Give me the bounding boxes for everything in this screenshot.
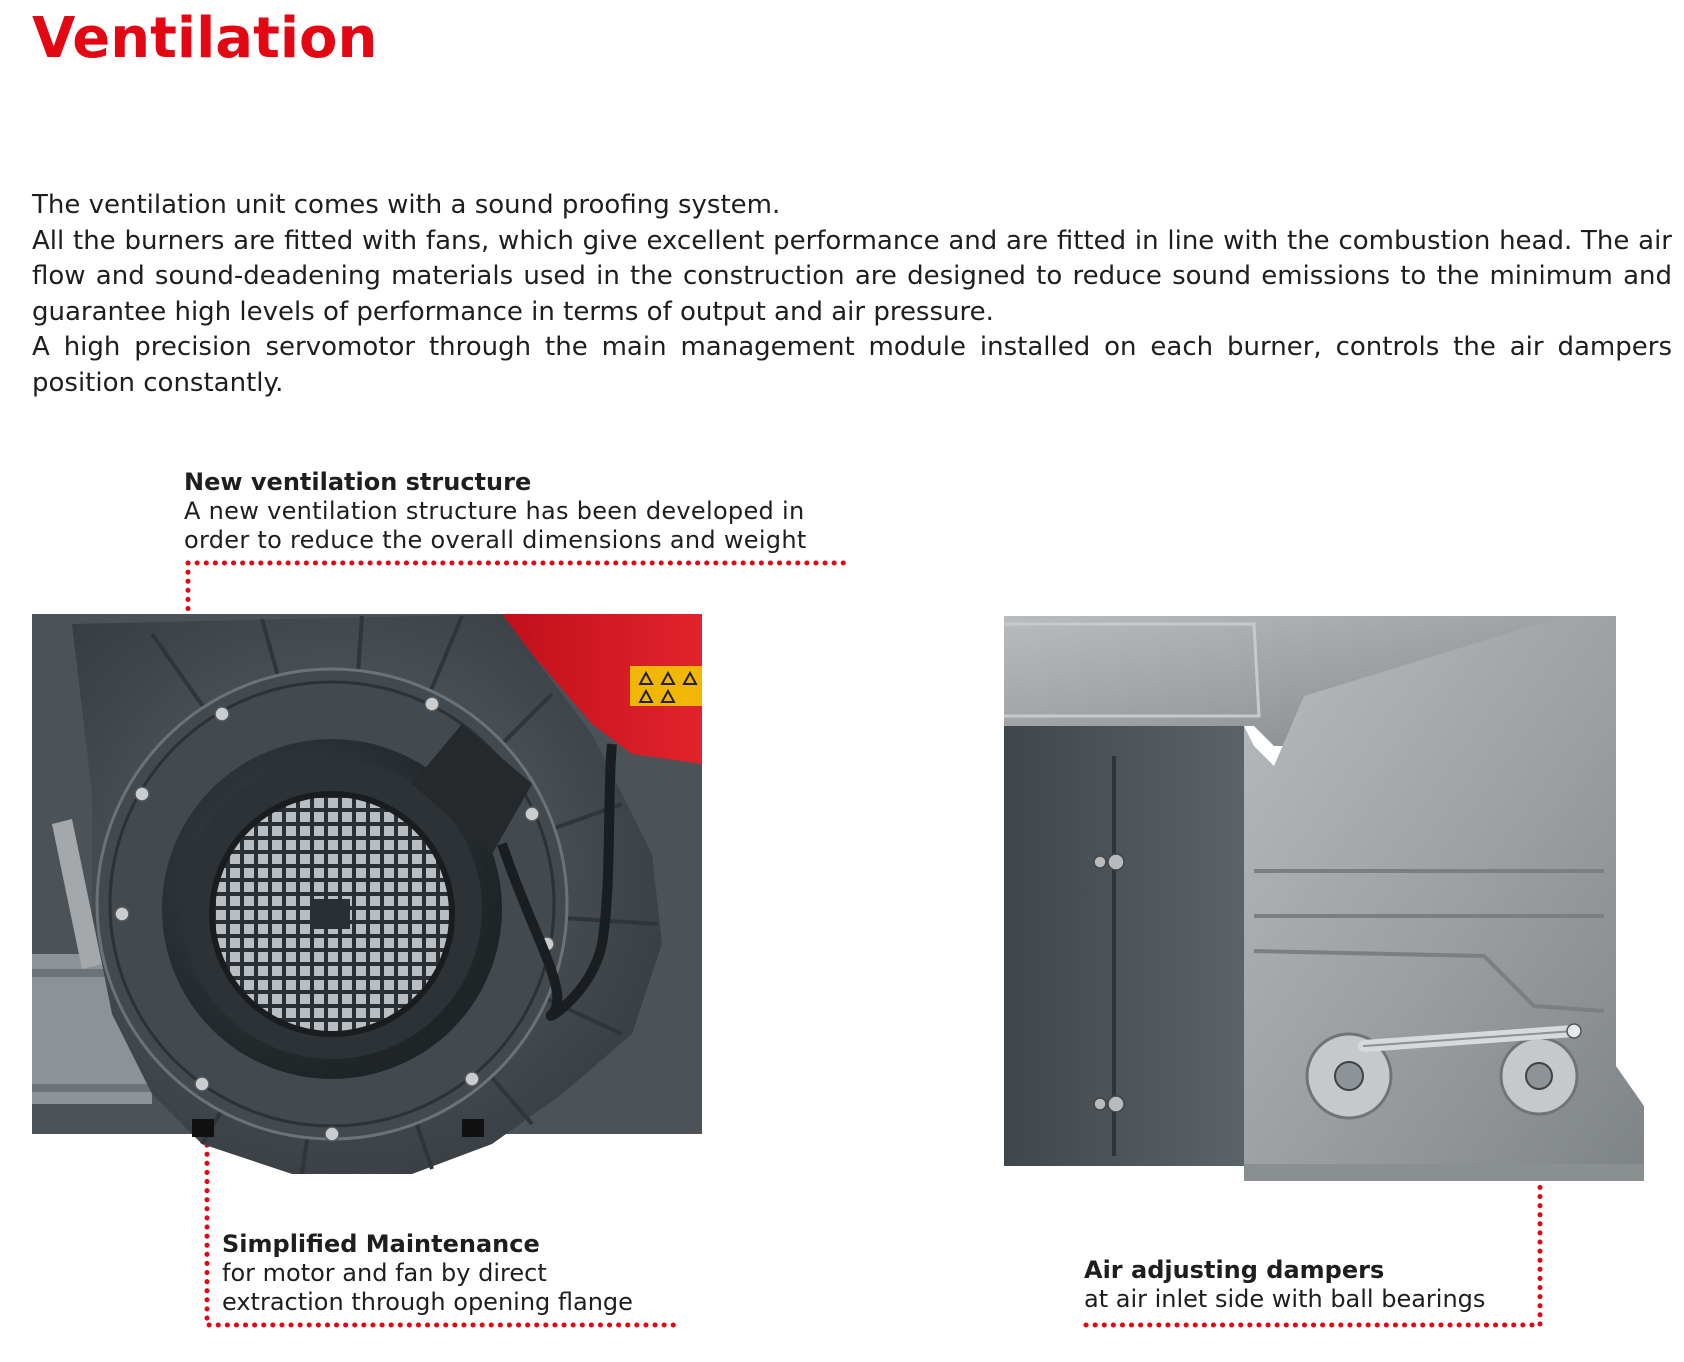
intro-text xyxy=(32,188,1672,401)
intro-paragraph: A high precision servomotor through the main management module installed on each burner, controls the air dampers position constantly. xyxy=(32,332,1672,398)
callout-new-ventilation-structure xyxy=(184,468,874,555)
intro-paragraph: The ventilation unit comes with a sound proofing system. xyxy=(32,190,781,220)
fan-housing-side xyxy=(1004,726,1244,1166)
callout-text: A new ventilation structure has been developed in order to reduce the overall dimensions and weight xyxy=(184,497,807,554)
callout-simplified-maintenance xyxy=(222,1230,722,1317)
callout-title: Simplified Maintenance xyxy=(222,1230,540,1258)
callout-title: New ventilation structure xyxy=(184,468,532,496)
callout-text: for motor and fan by direct extraction through opening flange xyxy=(222,1259,633,1316)
callout-air-adjusting-dampers xyxy=(1084,1256,1584,1314)
callout-text: at air inlet side with ball bearings xyxy=(1084,1285,1486,1313)
fan-motor-image xyxy=(32,614,702,1174)
air-damper-image xyxy=(1004,616,1648,1186)
intro-paragraph: All the burners are fitted with fans, which give excellent performance and are fitted in line with the combustion head. The air flow and sound-deadening materials used in the construction are designed to reduce sound emissions to the minimum and guarantee high levels of performance in terms of output and air pressure. xyxy=(32,225,1672,327)
aluminium-body xyxy=(1244,616,1644,1181)
callout-title: Air adjusting dampers xyxy=(1084,1256,1385,1284)
housing-foot xyxy=(192,1119,214,1137)
page-title: Ventilation xyxy=(32,6,378,71)
